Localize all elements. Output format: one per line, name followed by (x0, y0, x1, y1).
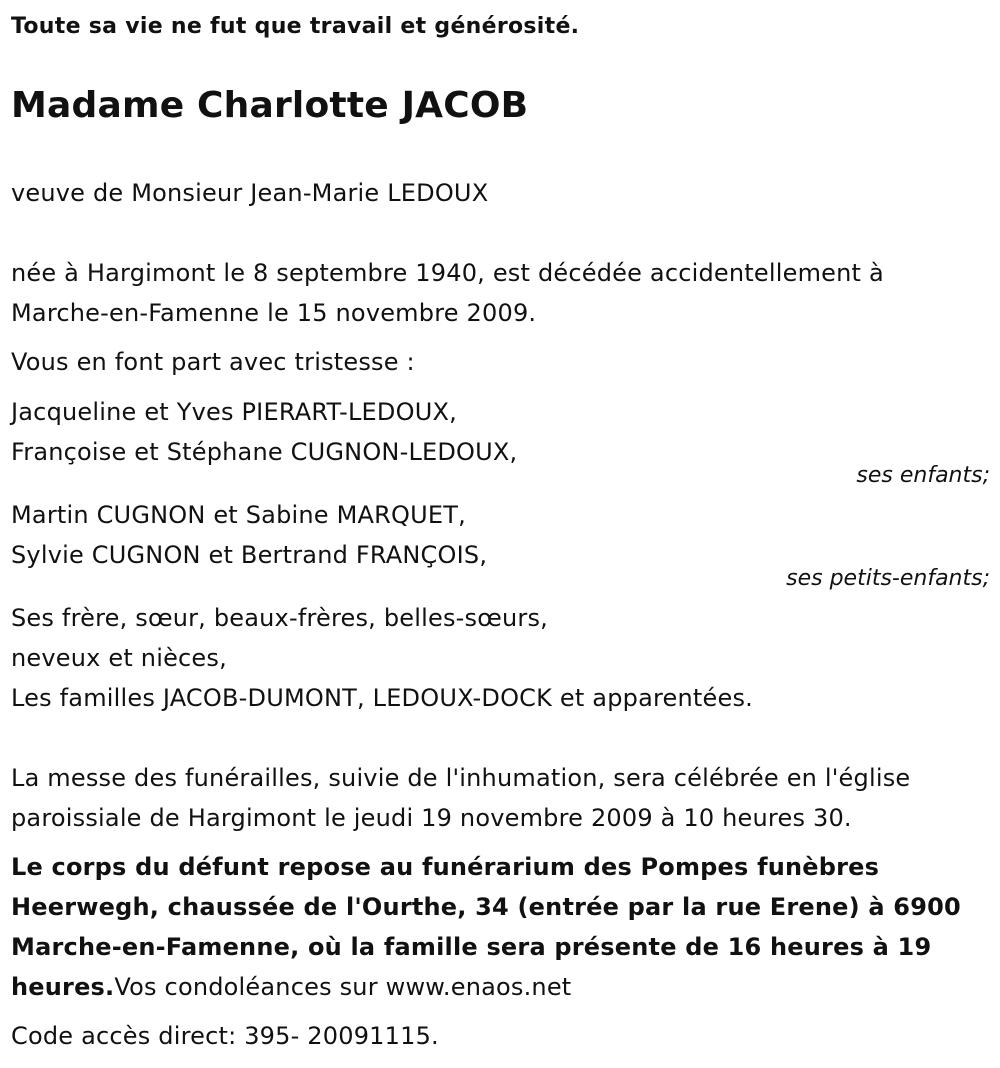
announcement: Vous en font part avec tristesse : (11, 348, 415, 376)
mass-line-1: La messe des funérailles, suivie de l'inhumation, sera célébrée en l'église (11, 764, 911, 792)
child-line-2: Françoise et Stéphane CUGNON-LEDOUX, (11, 438, 518, 466)
funerarium-line-3: Marche-en-Famenne, où la famille sera présente de 16 heures à 19 (11, 933, 932, 961)
family-line-3: Les familles JACOB-DUMONT, LEDOUX-DOCK et apparentées. (11, 684, 753, 712)
grandchild-line-1: Martin CUGNON et Sabine MARQUET, (11, 501, 466, 529)
grandchild-line-2: Sylvie CUGNON et Bertrand FRANÇOIS, (11, 541, 488, 569)
child-line-1: Jacqueline et Yves PIERART-LEDOUX, (11, 398, 457, 426)
access-code: Code accès direct: 395- 20091115. (11, 1022, 439, 1050)
funerarium-line-1: Le corps du défunt repose au funérarium des Pompes funèbres (11, 853, 880, 881)
mass-line-2: paroissiale de Hargimont le jeudi 19 novembre 2009 à 10 heures 30. (11, 804, 852, 832)
funerarium-line-4-bold: heures. (11, 973, 115, 1001)
funerarium-line-2: Heerwegh, chaussée de l'Ourthe, 34 (entrée par la rue Erene) à 6900 (11, 893, 961, 921)
deceased-name: Madame Charlotte JACOB (11, 85, 529, 126)
widow-of: veuve de Monsieur Jean-Marie LEDOUX (11, 179, 489, 207)
quote: Toute sa vie ne fut que travail et générosité. (11, 14, 580, 39)
family-line-1: Ses frère, sœur, beaux-frères, belles-sœurs, (11, 604, 548, 632)
birth-death-line-1: née à Hargimont le 8 septembre 1940, est décédée accidentellement à (11, 259, 884, 287)
children-role: ses enfants; (856, 463, 990, 488)
birth-death-line-2: Marche-en-Famenne le 15 novembre 2009. (11, 299, 537, 327)
condolences-text: Vos condoléances sur www.enaos.net (114, 973, 572, 1001)
grandchildren-role: ses petits-enfants; (786, 566, 990, 591)
family-line-2: neveux et nièces, (11, 644, 227, 672)
funerarium-line-4 (11, 972, 571, 1002)
